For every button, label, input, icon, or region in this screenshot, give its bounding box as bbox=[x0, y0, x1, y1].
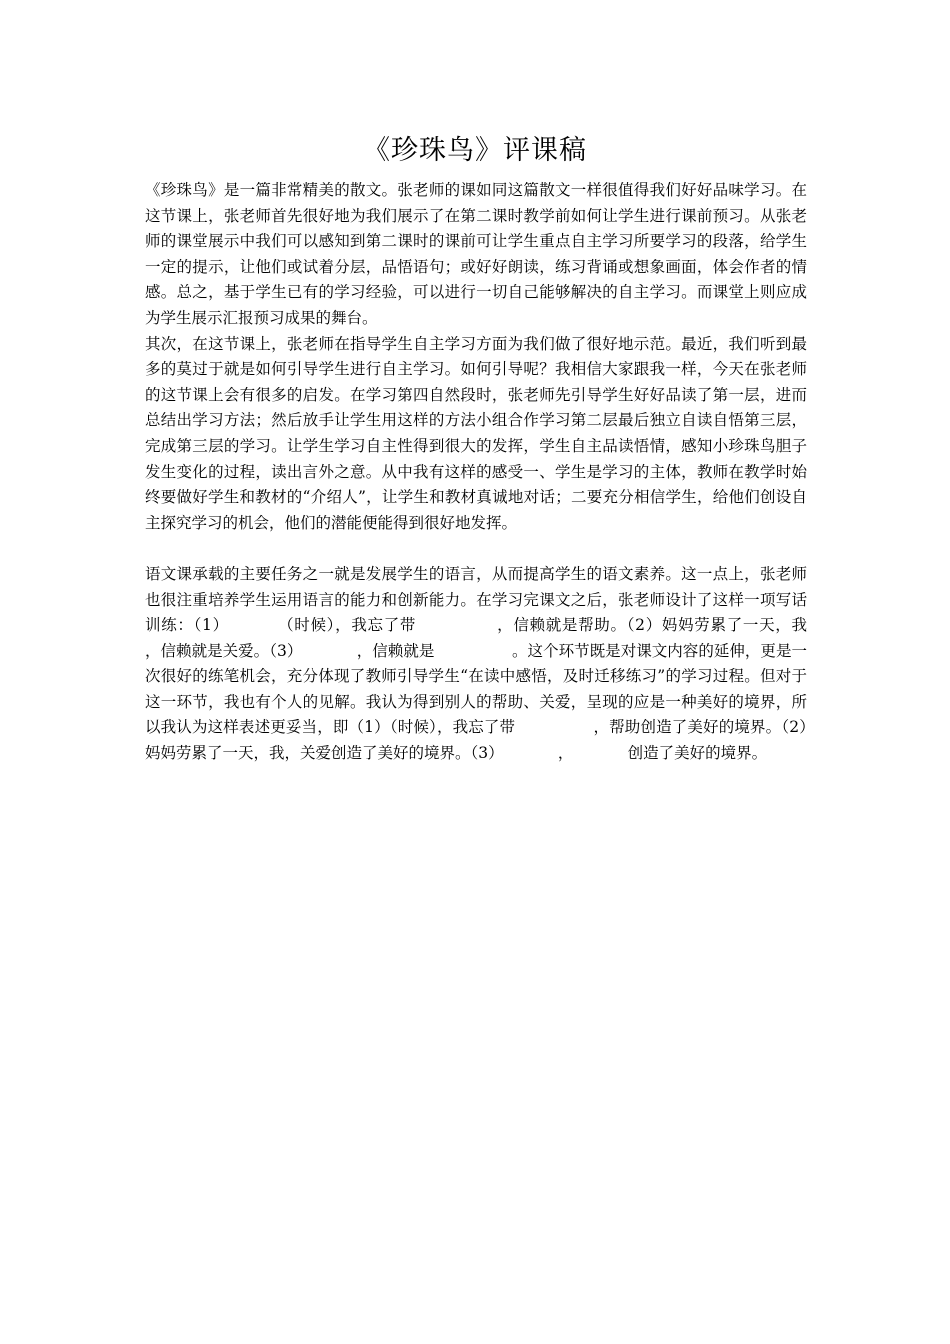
paragraph-intro: 《珍珠鸟》是一篇非常精美的散文。张老师的课如同这篇散文一样很值得我们好好品味学习。在这节课上，张老师首先很好地为我们展示了在第二课时教学前如何让学生进行课前预习。从张老师的课堂展示中我们可以感知到第二课时的课前可让学生重点自主学习所要学习的段落，给学生一定的提示，让他们或试着分层，品悟语句；或好好朗读，练习背诵或想象画面，体会作者的情感。总之，基于学生已有的学习经验，可以进行一切自己能够解决的自主学习。而课堂上则应成为学生展示汇报预习成果的舞台。 bbox=[145, 181, 807, 327]
document-body bbox=[145, 178, 854, 767]
paragraph-self-study: 其次，在这节课上，张老师在指导学生自主学习方面为我们做了很好地示范。最近，我们听到最多的莫过于就是如何引导学生进行自主学习。如何引导呢？我相信大家跟我一样，今天在张老师的这节课上会有很多的启发。在学习第四自然段时，张老师先引导学生好好品读了第一层，进而总结出学习方法；然后放手让学生用这样的方法小组合作学习第二层最后独立自读自悟第三层，完成第三层的学习。让学生学习自主性得到很大的发挥，学生自主品读悟情，感知小珍珠鸟胆子发生变化的过程，读出言外之意。从中我有这样的感受一、学生是学习的主体，教师在教学时始终要做好学生和教材的“介绍人”，让学生和教材真诚地对话；二要充分相信学生，给他们创设自主探究学习的机会，他们的潜能便能得到很好地发挥。 bbox=[145, 334, 807, 532]
paragraph-language-training: 语文课承载的主要任务之一就是发展学生的语言，从而提高学生的语文素养。这一点上，张老师也很注重培养学生运用语言的能力和创新能力。在学习完课文之后，张老师设计了这样一项写话训练：（1） （时候），我忘了带 ，信赖就是帮助。（2）妈妈劳累了一天，我 ，信赖就是关爱。（3） ，信赖就是 。这个环节既是对课文内容的延伸，更是一次很好的练笔机会，充分体现了教师引导学生“在读中感悟，及时迁移练习”的学习过程。但对于这一环节，我也有个人的见解。我认为得到别人的帮助、关爱，呈现的应是一种美好的境界，所以我认为这样表述更妥当，即（1）（时候），我忘了带 ，帮助创造了美好的境界。（2）妈妈劳累了一天，我，关爱创造了美好的境界。（3） ， 创造了美好的境界。 bbox=[145, 564, 854, 763]
paragraph-spacer bbox=[145, 536, 807, 562]
document-title: 《珍珠鸟》评课稿 bbox=[363, 135, 587, 166]
